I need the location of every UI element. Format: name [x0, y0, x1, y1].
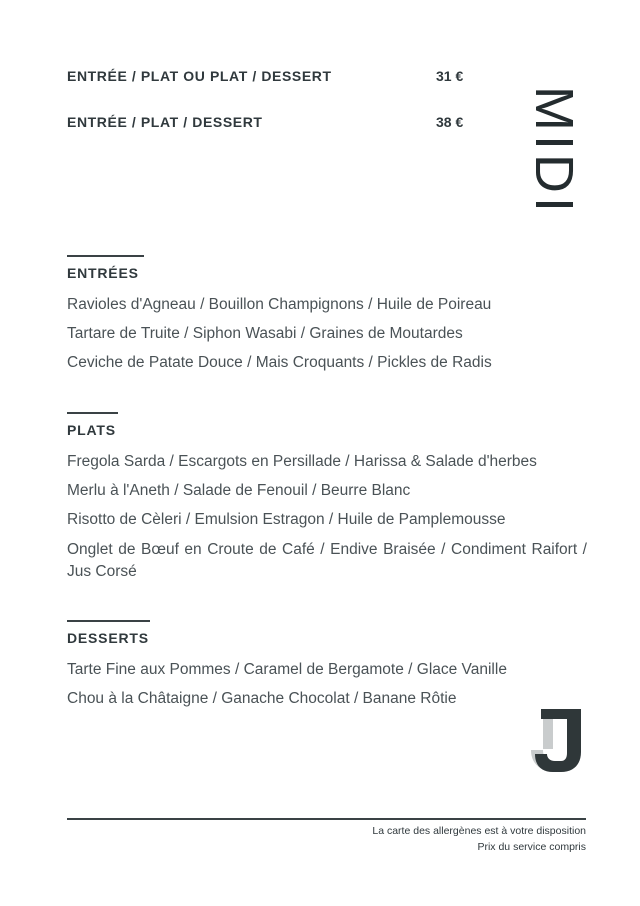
- section-desserts: [67, 620, 592, 718]
- footer-divider: [67, 818, 586, 820]
- formula-1-price: 31 €: [436, 68, 464, 84]
- menu-item: Ceviche de Patate Douce / Mais Croquants / Pickles de Radis: [67, 354, 492, 371]
- menu-title: [522, 66, 586, 236]
- section-title: PLATS: [67, 422, 116, 438]
- menu-item: Ravioles d'Agneau / Bouillon Champignons / Huile de Poireau: [67, 296, 492, 313]
- section-entrees: [67, 255, 592, 382]
- section-divider: [67, 255, 144, 257]
- restaurant-logo-icon: [529, 706, 587, 774]
- menu-item: Chou à la Châtaigne / Ganache Chocolat / Banane Rôtie: [67, 690, 457, 707]
- formula-2-price: 38 €: [436, 114, 464, 130]
- formula-2-label: ENTRÉE / PLAT / DESSERT: [67, 114, 263, 130]
- menu-item: Tartare de Truite / Siphon Wasabi / Graines de Moutardes: [67, 325, 463, 342]
- menu-item: Fregola Sarda / Escargots en Persillade / Harissa & Salade d'herbes: [67, 453, 537, 470]
- service-note: Prix du service compris: [477, 841, 586, 853]
- menu-item: Risotto de Cèleri / Emulsion Estragon / Huile de Pamplemousse: [67, 511, 506, 528]
- section-divider: [67, 412, 118, 414]
- section-divider: [67, 620, 150, 622]
- menu-item: Merlu à l'Aneth / Salade de Fenouil / Beurre Blanc: [67, 482, 411, 499]
- allergens-note: La carte des allergènes est à votre disposition: [372, 825, 586, 837]
- formula-1-label: ENTRÉE / PLAT OU PLAT / DESSERT: [67, 68, 332, 84]
- menu-item: Onglet de Bœuf en Croute de Café / Endive Braisée / Condiment Raifort / Jus Corsé: [67, 541, 587, 580]
- menu-title-text: MIDI: [524, 86, 584, 216]
- menu-item: Tarte Fine aux Pommes / Caramel de Bergamote / Glace Vanille: [67, 661, 507, 678]
- section-title: DESSERTS: [67, 630, 149, 646]
- section-title: ENTRÉES: [67, 265, 139, 281]
- section-plats: [67, 412, 592, 583]
